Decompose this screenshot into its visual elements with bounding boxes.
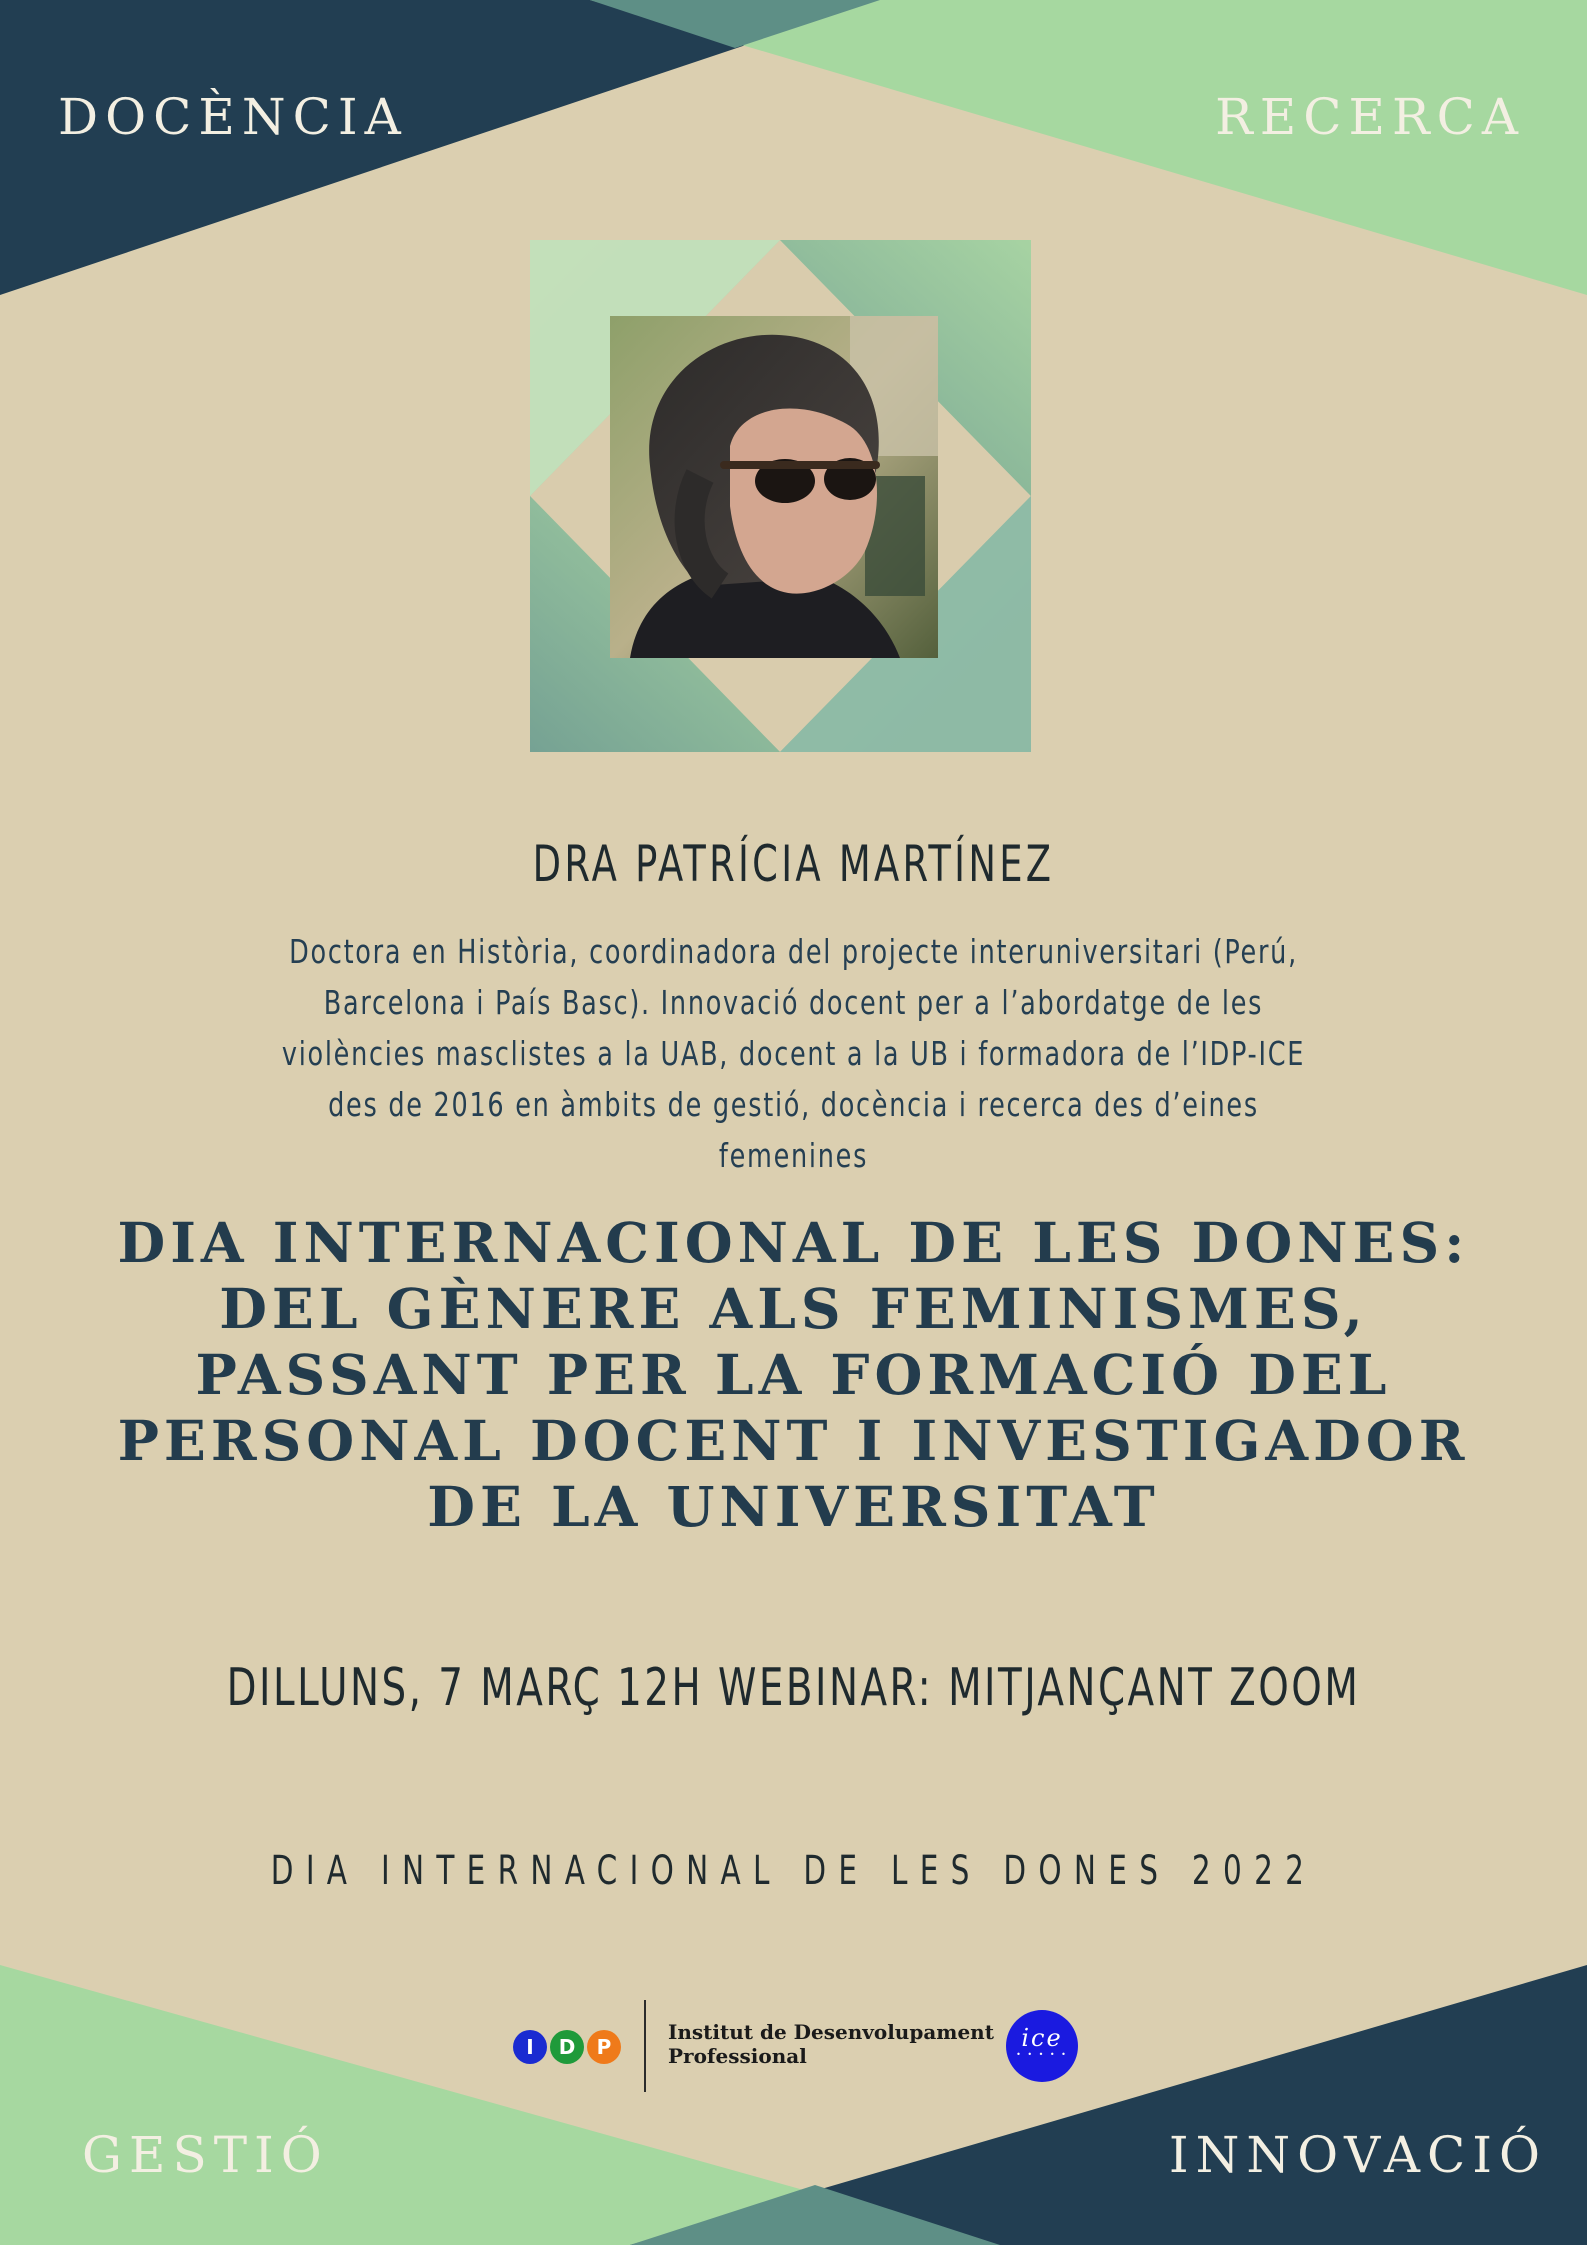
logo-divider [644,2000,646,2092]
talk-title: DIA INTERNACIONAL DE LES DONES: DEL GÈNERE ALS FEMINISMES, PASSANT PER LA FORMACIÓ DEL PERSONAL DOCENT I INVESTIGADOR DE LA UNIVERSITAT [117,1210,1470,1539]
speaker-bio: Doctora en Història, coordinadora del projecte interuniversitari (Perú, Barcelona i País Basc). Innovació docent per a l’abordatge de les violències masclistes a la UAB, docent a la UB i formadora de l’IDP-ICE des de 2016 en àmbits de gestió, docència i recerca des d’eines femenines [281,932,1306,1175]
organizer-logos [510,2000,1090,2092]
speaker-name: DRA PATRÍCIA MARTÍNEZ [532,835,1055,893]
idp-logo-letter-p: P [587,2030,621,2064]
ice-logo-text: ice [1021,2024,1063,2052]
corner-label-recerca: RECERCA [1215,88,1525,146]
corner-label-innovacio: INNOVACIÓ [1168,2126,1547,2184]
institute-name: Institut de Desenvolupament Professional [668,2020,994,2068]
idp-logo-letter-d: D [550,2030,584,2064]
ice-logo [1006,2010,1078,2082]
corner-label-docencia: DOCÈNCIA [58,88,408,146]
corner-label-gestio: GESTIÓ [82,2126,329,2184]
speaker-portrait [610,316,938,658]
event-date-time: DILLUNS, 7 MARÇ 12H WEBINAR: MITJANÇANT ZOOM [226,1658,1361,1718]
idp-logo-letter-i: I [513,2030,547,2064]
ice-logo-dots: • • • • • [1016,2050,1068,2059]
event-series: DIA INTERNACIONAL DE LES DONES 2022 [270,1848,1317,1894]
